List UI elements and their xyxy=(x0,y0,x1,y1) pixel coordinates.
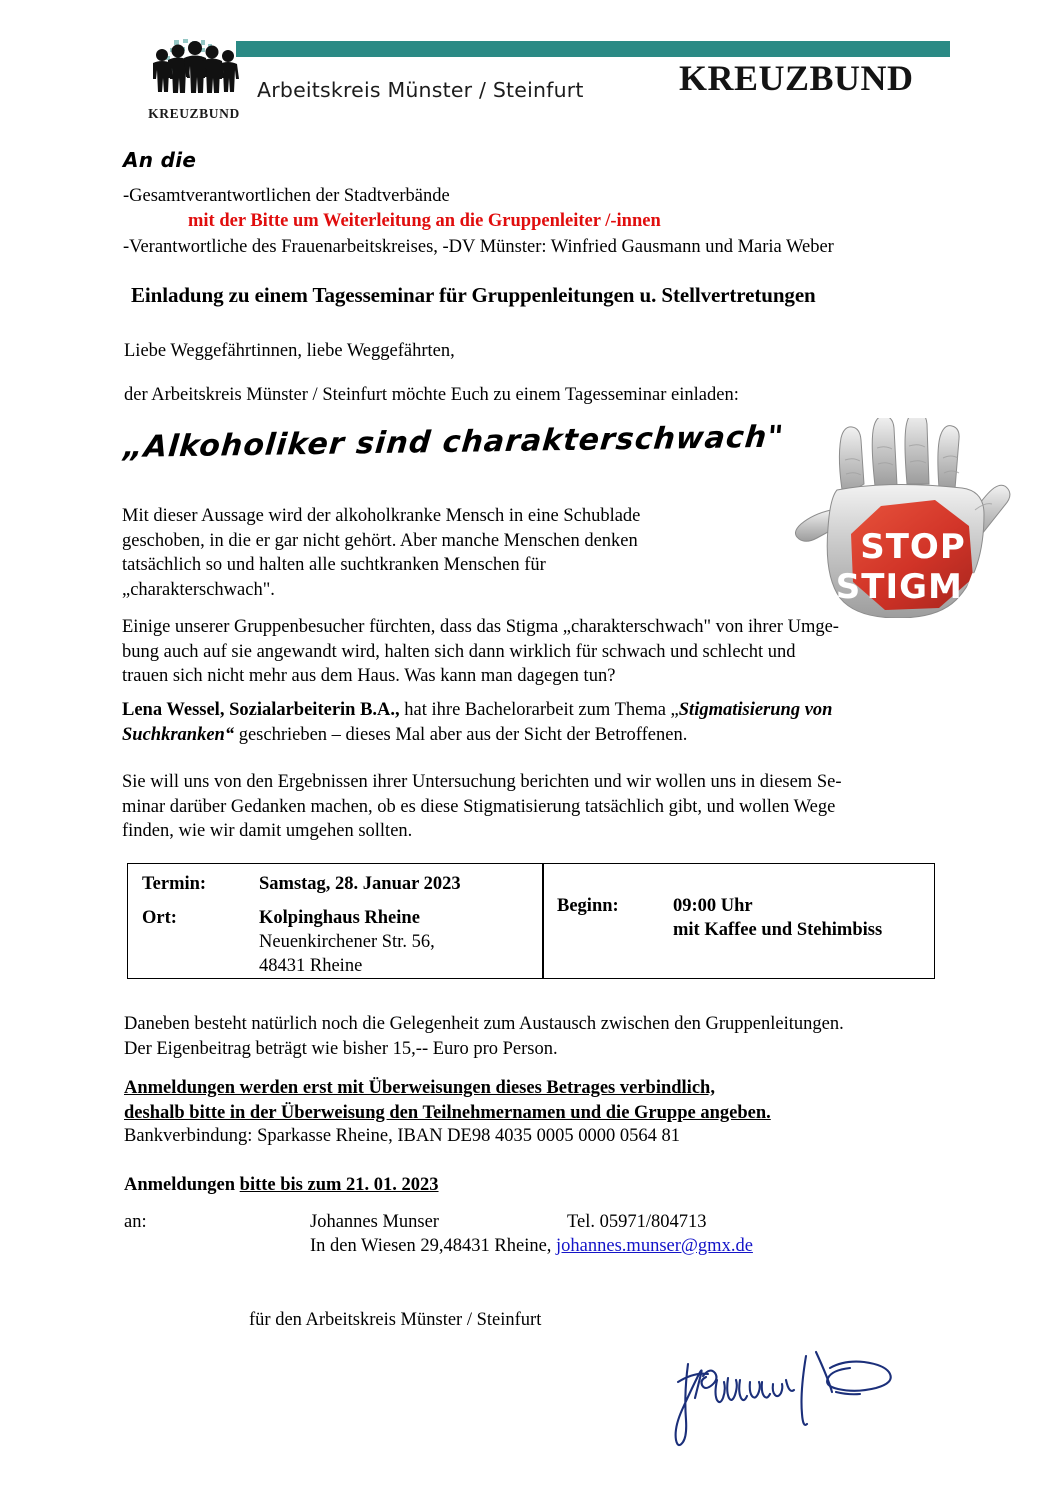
recipient-line-1: -Gesamtverantwortlichen der Stadtverbände xyxy=(123,186,450,206)
paragraph-text: geschrieben – dieses Mal aber aus der Sicht der Betroffenen. xyxy=(234,724,688,745)
payment-note-line-1: Anmeldungen werden erst mit Überweisungen dieses Betrages verbindlich, xyxy=(124,1078,715,1098)
beginn-value: 09:00 Uhr xyxy=(673,896,753,916)
paragraph-line: geschoben, in die er gar nicht gehört. Aber manche Menschen denken xyxy=(122,530,638,551)
paragraph-line: Einige unserer Gruppenbesucher fürchten, dass das Stigma „charakterschwach" von ihrer Umge- xyxy=(122,617,839,637)
thesis-title-part2: Suchkranken“ xyxy=(122,724,235,745)
termin-label: Termin: xyxy=(142,874,207,894)
event-details-table xyxy=(127,863,935,979)
contact-address xyxy=(310,1236,753,1257)
stop-stigma-hand-image xyxy=(787,418,1049,618)
logo-wordmark: KREUZBUND xyxy=(148,106,240,121)
closing-line: für den Arbeitskreis Münster / Steinfurt xyxy=(249,1310,542,1330)
ort-value: Kolpinghaus Rheine xyxy=(259,908,420,928)
payment-note-line-2: deshalb bitte in der Überweisung den Teilnehmernamen und die Gruppe angeben. xyxy=(124,1103,771,1123)
paragraph-lena xyxy=(122,698,982,747)
paragraph-line xyxy=(122,723,982,748)
deadline-date: bitte bis zum 21. 01. 2023 xyxy=(239,1175,439,1195)
beginn-note: mit Kaffee und Stehimbiss xyxy=(673,920,883,940)
header-teal-bar xyxy=(236,41,950,57)
contact-address-text: In den Wiesen 29,48431 Rheine, xyxy=(310,1236,557,1256)
paragraph-line: tatsächlich so und halten alle suchtkranken Menschen für xyxy=(122,555,546,575)
quote-headline: „Alkoholiker sind charakterschwach" xyxy=(122,419,786,465)
paragraph-daneben xyxy=(124,1012,984,1061)
stop-text: STOP xyxy=(860,527,966,567)
greeting-line: Liebe Weggefährtinnen, liebe Weggefährten, xyxy=(124,341,455,361)
handwritten-signature xyxy=(670,1330,930,1460)
paragraph-einige xyxy=(122,615,982,689)
bank-details: Bankverbindung: Sparkasse Rheine, IBAN DE98 4035 0005 0000 0564 81 xyxy=(124,1126,680,1146)
beginn-label: Beginn: xyxy=(557,896,619,916)
forward-request-note: mit der Bitte um Weiterleitung an die Gruppenleiter /-innen xyxy=(188,211,661,231)
paragraph-text: hat ihre Bachelorarbeit zum Thema „ xyxy=(399,700,679,720)
kreuzbund-logo xyxy=(140,38,248,128)
thesis-title-part1: Stigmatisierung von xyxy=(678,700,833,720)
kreuzbund-people-logo-icon xyxy=(140,38,248,106)
paragraph-line: „charakterschwach". xyxy=(122,579,275,600)
paragraph-schublade xyxy=(122,504,742,602)
document-header xyxy=(0,0,1058,140)
paragraph-line: bung auch auf sie angewandt wird, halten sich dann wirklich für schwach und schlecht und xyxy=(122,641,796,662)
recipient-line-2: -Verantwortliche des Frauenarbeitskreises, -DV Münster: Winfried Gausmann und Maria Weber xyxy=(123,237,834,257)
contact-phone: Tel. 05971/804713 xyxy=(567,1212,707,1232)
registration-deadline xyxy=(124,1175,439,1196)
paragraph-line: minar darüber Gedanken machen, ob es diese Stigmatisierung tatsächlich gibt, und wollen Wege xyxy=(122,796,836,817)
paragraph-line: finden, wie wir damit umgehen sollten. xyxy=(122,821,413,841)
brand-wordmark: KREUZBUND xyxy=(679,58,914,98)
contact-an-label: an: xyxy=(124,1212,147,1232)
ort-city: 48431 Rheine xyxy=(259,956,363,976)
ort-street: Neuenkirchener Str. 56, xyxy=(259,932,435,952)
paragraph-line: Sie will uns von den Ergebnissen ihrer Untersuchung berichten und wir wollen uns in diesem Se- xyxy=(122,772,842,792)
paragraph-line: Mit dieser Aussage wird der alkoholkranke Mensch in eine Schublade xyxy=(122,506,641,526)
contact-name: Johannes Munser xyxy=(310,1212,439,1232)
intro-line: der Arbeitskreis Münster / Steinfurt möchte Euch zu einem Tagesseminar einladen: xyxy=(124,385,739,405)
speaker-name: Lena Wessel, Sozialarbeiterin B.A., xyxy=(122,700,400,720)
table-cell-divider xyxy=(542,864,544,978)
paragraph-line: Der Eigenbeitrag beträgt wie bisher 15,-- Euro pro Person. xyxy=(124,1038,558,1059)
seminar-title: Einladung zu einem Tagesseminar für Gruppenleitungen u. Stellvertretungen xyxy=(131,283,816,307)
org-subtitle: Arbeitskreis Münster / Steinfurt xyxy=(257,78,584,102)
paragraph-line: Daneben besteht natürlich noch die Gelegenheit zum Austausch zwischen den Gruppenleitungen. xyxy=(124,1014,844,1034)
paragraph-sie xyxy=(122,770,982,844)
salutation-heading: An die xyxy=(123,148,197,172)
contact-email-link[interactable]: johannes.munser@gmx.de xyxy=(556,1236,753,1256)
stigma-text: STIGMA xyxy=(835,567,991,607)
paragraph-line xyxy=(122,698,982,723)
deadline-lead: Anmeldungen xyxy=(124,1175,240,1195)
ort-label: Ort: xyxy=(142,908,177,928)
termin-value: Samstag, 28. Januar 2023 xyxy=(259,874,461,894)
paragraph-line: trauen sich nicht mehr aus dem Haus. Was kann man dagegen tun? xyxy=(122,666,616,686)
